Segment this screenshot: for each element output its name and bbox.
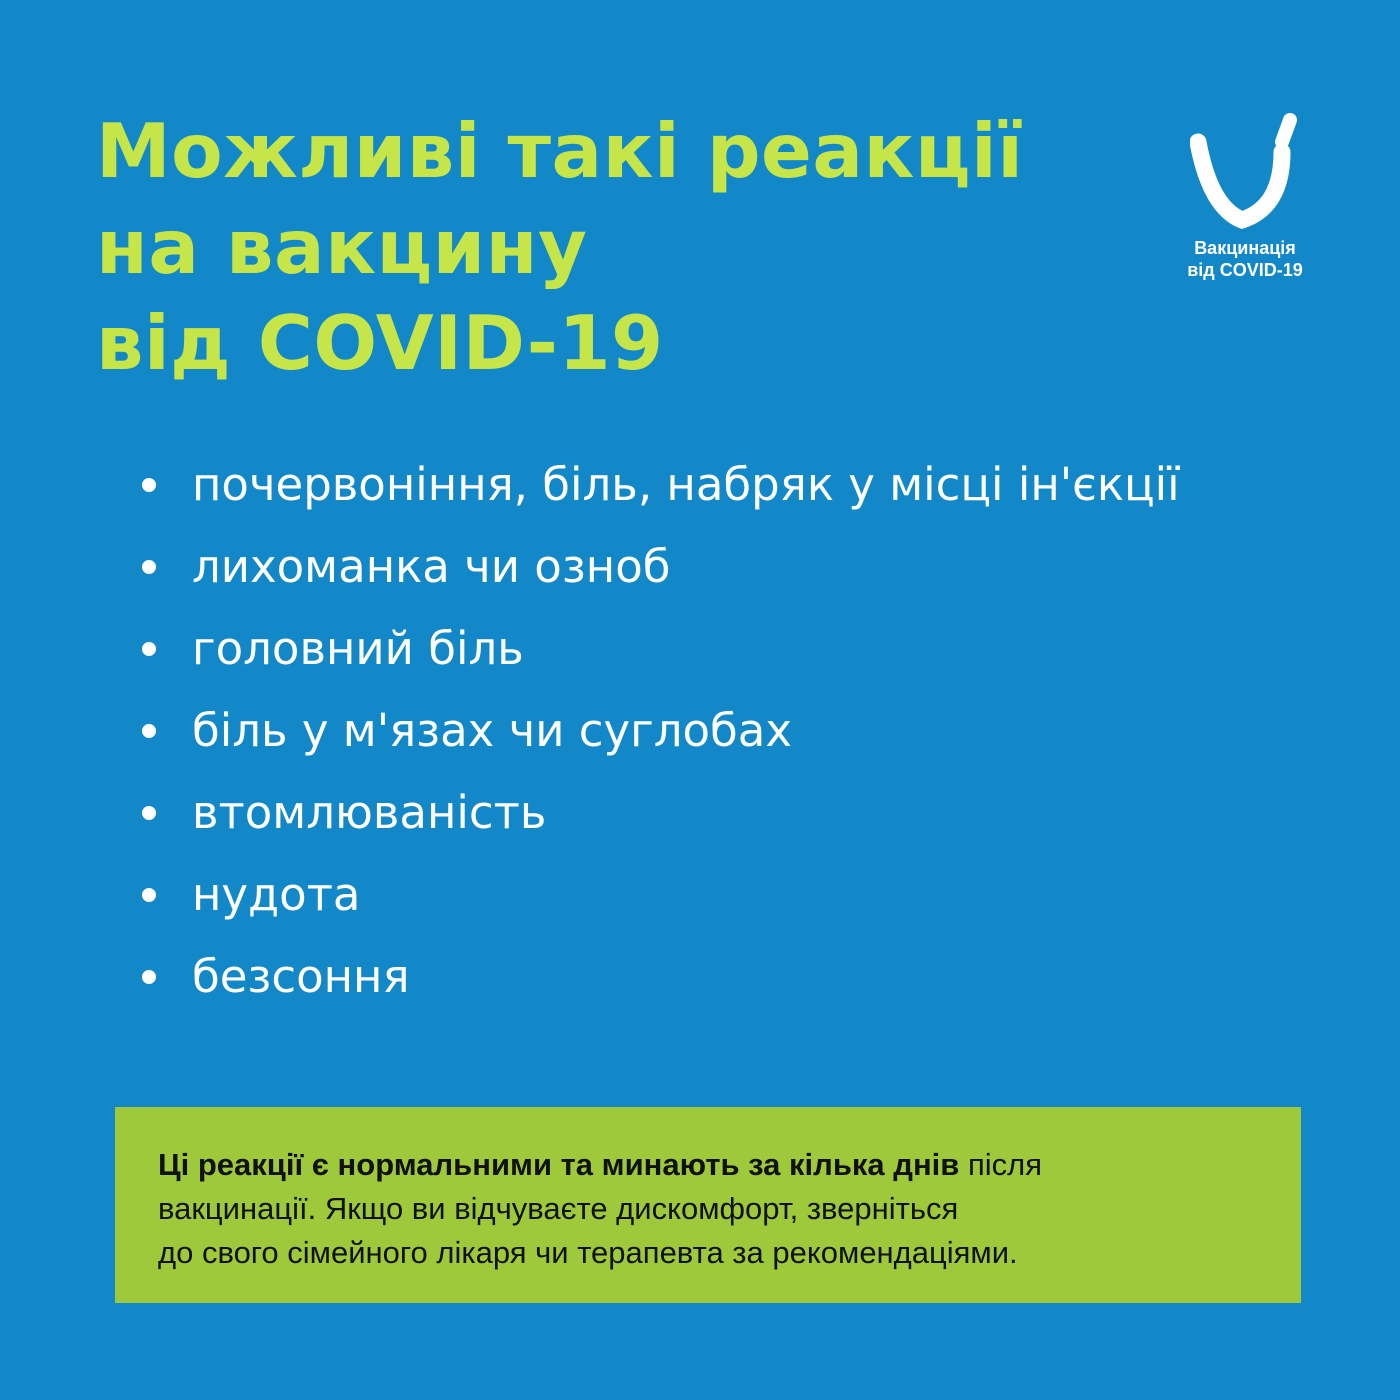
list-item <box>140 444 1180 526</box>
list-item <box>140 936 1180 1018</box>
info-note <box>115 1107 1301 1303</box>
note-text-line-3: до свого сімейного лікаря чи терапевта за рекомендаціями. <box>158 1235 1018 1270</box>
list-item <box>140 608 1180 690</box>
title-line-1: Можливі такі реакції <box>96 107 1024 195</box>
logo-caption-line-1: Вакцинація <box>1194 238 1296 258</box>
bullet-icon <box>142 724 156 738</box>
reaction-text: головний біль <box>192 622 524 675</box>
logo-caption <box>1160 237 1330 281</box>
list-item <box>140 526 1180 608</box>
logo-caption-line-2: від COVID-19 <box>1187 260 1303 280</box>
bullet-icon <box>142 806 156 820</box>
note-text-line-1: після <box>959 1147 1043 1182</box>
reaction-text: безсоння <box>192 950 410 1003</box>
note-text-line-2: вакцинації. Якщо ви відчуваєте дискомфорт, зверніться <box>158 1191 959 1226</box>
list-item <box>140 772 1180 854</box>
reaction-text: почервоніння, біль, набряк у місці ін'єкції <box>192 458 1180 511</box>
vaccination-logo <box>1160 112 1330 287</box>
list-item <box>140 690 1180 772</box>
reaction-text: біль у м'язах чи суглобах <box>192 704 793 757</box>
title-line-3: від COVID-19 <box>96 299 664 387</box>
reaction-text: втомлюваність <box>192 786 547 839</box>
title-line-2: на вакцину <box>96 203 588 291</box>
reactions-list <box>140 444 1180 1018</box>
note-bold-text: Ці реакції є нормальними та минають за кілька днів <box>158 1147 960 1182</box>
bullet-icon <box>142 560 156 574</box>
bullet-icon <box>142 478 156 492</box>
reaction-text: нудота <box>192 868 361 921</box>
reaction-text: лихоманка чи озноб <box>192 540 671 593</box>
list-item <box>140 854 1180 936</box>
bullet-icon <box>142 888 156 902</box>
vaccination-v-icon <box>1190 112 1300 232</box>
page-title <box>96 103 1023 391</box>
note-text <box>158 1143 1278 1275</box>
bullet-icon <box>142 642 156 656</box>
bullet-icon <box>142 970 156 984</box>
